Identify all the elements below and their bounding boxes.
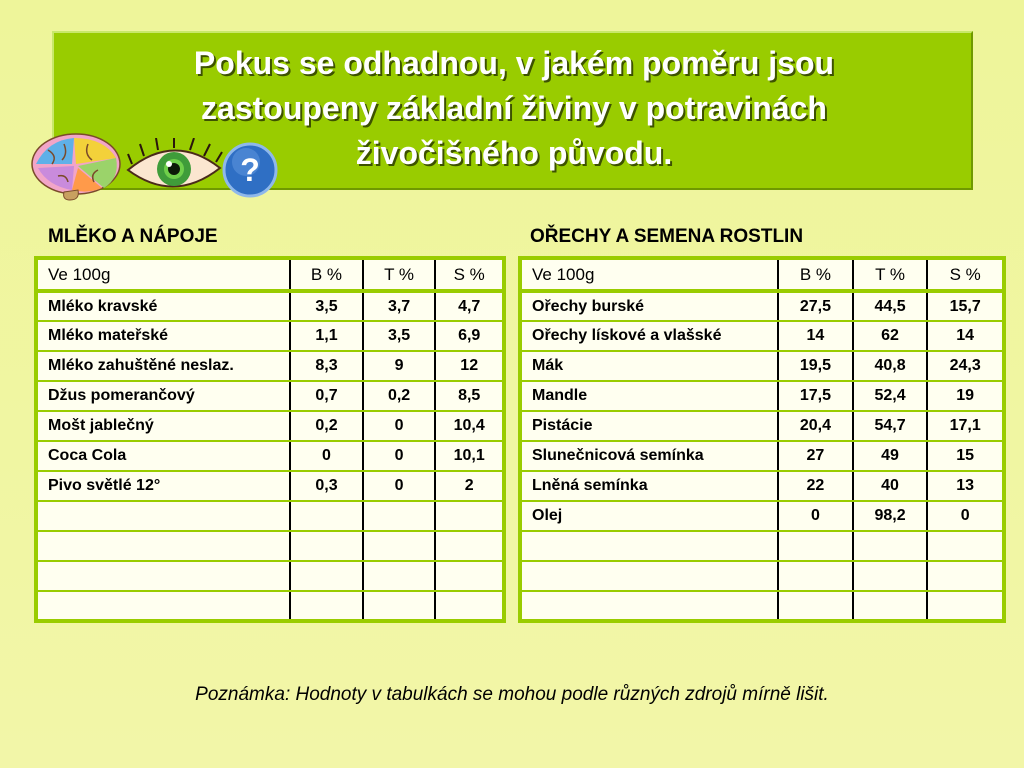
column-header: Ve 100g: [520, 258, 778, 291]
protein-value: [290, 591, 363, 621]
food-name: Coca Cola: [36, 441, 290, 471]
svg-text:?: ?: [240, 152, 260, 188]
column-header: T %: [853, 258, 928, 291]
food-name: [36, 591, 290, 621]
food-name: Mák: [520, 351, 778, 381]
table-row: [520, 411, 1004, 441]
table-row: [36, 591, 504, 621]
protein-value: [290, 501, 363, 531]
protein-value: 0,2: [290, 411, 363, 441]
protein-value: 22: [778, 471, 853, 501]
protein-value: 0: [290, 441, 363, 471]
fat-value: 0: [363, 411, 436, 441]
protein-value: 27: [778, 441, 853, 471]
carbs-value: 24,3: [927, 351, 1004, 381]
protein-value: 19,5: [778, 351, 853, 381]
table-row: [36, 501, 504, 531]
food-name: Olej: [520, 501, 778, 531]
table-row: [36, 441, 504, 471]
food-name: Slunečnicová semínka: [520, 441, 778, 471]
fat-value: [853, 531, 928, 561]
table-row: [520, 471, 1004, 501]
carbs-value: 19: [927, 381, 1004, 411]
table-row: [520, 351, 1004, 381]
carbs-value: [927, 531, 1004, 561]
fat-value: 54,7: [853, 411, 928, 441]
milk-drinks-table: [34, 256, 506, 623]
carbs-value: [435, 591, 504, 621]
fat-value: 98,2: [853, 501, 928, 531]
food-name: Mléko zahuštěné neslaz.: [36, 351, 290, 381]
table-row: [520, 381, 1004, 411]
fat-value: 0: [363, 471, 436, 501]
fat-value: [363, 591, 436, 621]
left-section-title: MLĚKO A NÁPOJE: [48, 226, 218, 247]
fat-value: [853, 591, 928, 621]
food-name: [520, 591, 778, 621]
food-name: [36, 561, 290, 591]
food-name: [520, 561, 778, 591]
table-row: [520, 591, 1004, 621]
protein-value: 20,4: [778, 411, 853, 441]
nuts-seeds-table: [518, 256, 1006, 623]
fat-value: 62: [853, 321, 928, 351]
carbs-value: 2: [435, 471, 504, 501]
table-row: [36, 561, 504, 591]
protein-value: 0,3: [290, 471, 363, 501]
column-header: S %: [435, 258, 504, 291]
carbs-value: 15: [927, 441, 1004, 471]
fat-value: [853, 561, 928, 591]
protein-value: [778, 561, 853, 591]
carbs-value: 0: [927, 501, 1004, 531]
protein-value: 8,3: [290, 351, 363, 381]
column-header: Ve 100g: [36, 258, 290, 291]
table-row: [36, 411, 504, 441]
fat-value: 0,2: [363, 381, 436, 411]
right-section-title: OŘECHY A SEMENA ROSTLIN: [530, 226, 804, 247]
food-name: Mošt jablečný: [36, 411, 290, 441]
table-row: [520, 291, 1004, 321]
food-name: Lněná semínka: [520, 471, 778, 501]
carbs-value: 14: [927, 321, 1004, 351]
carbs-value: 8,5: [435, 381, 504, 411]
table-row: [36, 531, 504, 561]
carbs-value: [435, 531, 504, 561]
table-row: [520, 501, 1004, 531]
icon-strip: [28, 130, 288, 205]
food-name: Pistácie: [520, 411, 778, 441]
brain-icon: [28, 130, 124, 202]
fat-value: 40: [853, 471, 928, 501]
protein-value: 1,1: [290, 321, 363, 351]
fat-value: 52,4: [853, 381, 928, 411]
table-row: [520, 441, 1004, 471]
carbs-value: 4,7: [435, 291, 504, 321]
footnote: Poznámka: Hodnoty v tabulkách se mohou podle různých zdrojů mírně lišit.: [195, 684, 829, 705]
food-name: Džus pomerančový: [36, 381, 290, 411]
table-header-row: [520, 258, 1004, 291]
food-name: [520, 531, 778, 561]
table-row: [520, 321, 1004, 351]
carbs-value: [435, 501, 504, 531]
table-row: [520, 561, 1004, 591]
page-title: Pokus se odhadnou, v jakém poměru jsou zastoupeny základní živiny v potravinách živočišného původu.: [193, 45, 835, 171]
protein-value: [778, 591, 853, 621]
carbs-value: 12: [435, 351, 504, 381]
food-name: [36, 501, 290, 531]
protein-value: 27,5: [778, 291, 853, 321]
fat-value: [363, 561, 436, 591]
protein-value: 3,5: [290, 291, 363, 321]
column-header: B %: [778, 258, 853, 291]
carbs-value: 13: [927, 471, 1004, 501]
food-name: Ořechy lískové a vlašské: [520, 321, 778, 351]
food-name: Mléko kravské: [36, 291, 290, 321]
carbs-value: 6,9: [435, 321, 504, 351]
fat-value: 0: [363, 441, 436, 471]
eye-icon: [124, 138, 224, 198]
protein-value: 0,7: [290, 381, 363, 411]
carbs-value: 15,7: [927, 291, 1004, 321]
protein-value: 14: [778, 321, 853, 351]
protein-value: [290, 531, 363, 561]
table-row: [520, 531, 1004, 561]
food-name: Pivo světlé 12°: [36, 471, 290, 501]
column-header: T %: [363, 258, 436, 291]
column-header: S %: [927, 258, 1004, 291]
fat-value: [363, 531, 436, 561]
table-row: [36, 291, 504, 321]
column-header: B %: [290, 258, 363, 291]
table-row: [36, 381, 504, 411]
protein-value: 17,5: [778, 381, 853, 411]
carbs-value: 17,1: [927, 411, 1004, 441]
carbs-value: [927, 561, 1004, 591]
fat-value: 44,5: [853, 291, 928, 321]
table-row: [36, 321, 504, 351]
fat-value: 9: [363, 351, 436, 381]
protein-value: [290, 561, 363, 591]
table-row: [36, 471, 504, 501]
carbs-value: 10,1: [435, 441, 504, 471]
food-name: [36, 531, 290, 561]
food-name: Mléko mateřské: [36, 321, 290, 351]
fat-value: 3,7: [363, 291, 436, 321]
fat-value: [363, 501, 436, 531]
fat-value: 3,5: [363, 321, 436, 351]
table-row: [36, 351, 504, 381]
protein-value: [778, 531, 853, 561]
food-name: Mandle: [520, 381, 778, 411]
fat-value: 49: [853, 441, 928, 471]
carbs-value: 10,4: [435, 411, 504, 441]
fat-value: 40,8: [853, 351, 928, 381]
food-name: Ořechy burské: [520, 291, 778, 321]
question-icon: [222, 142, 278, 198]
carbs-value: [927, 591, 1004, 621]
carbs-value: [435, 561, 504, 591]
table-header-row: [36, 258, 504, 291]
protein-value: 0: [778, 501, 853, 531]
